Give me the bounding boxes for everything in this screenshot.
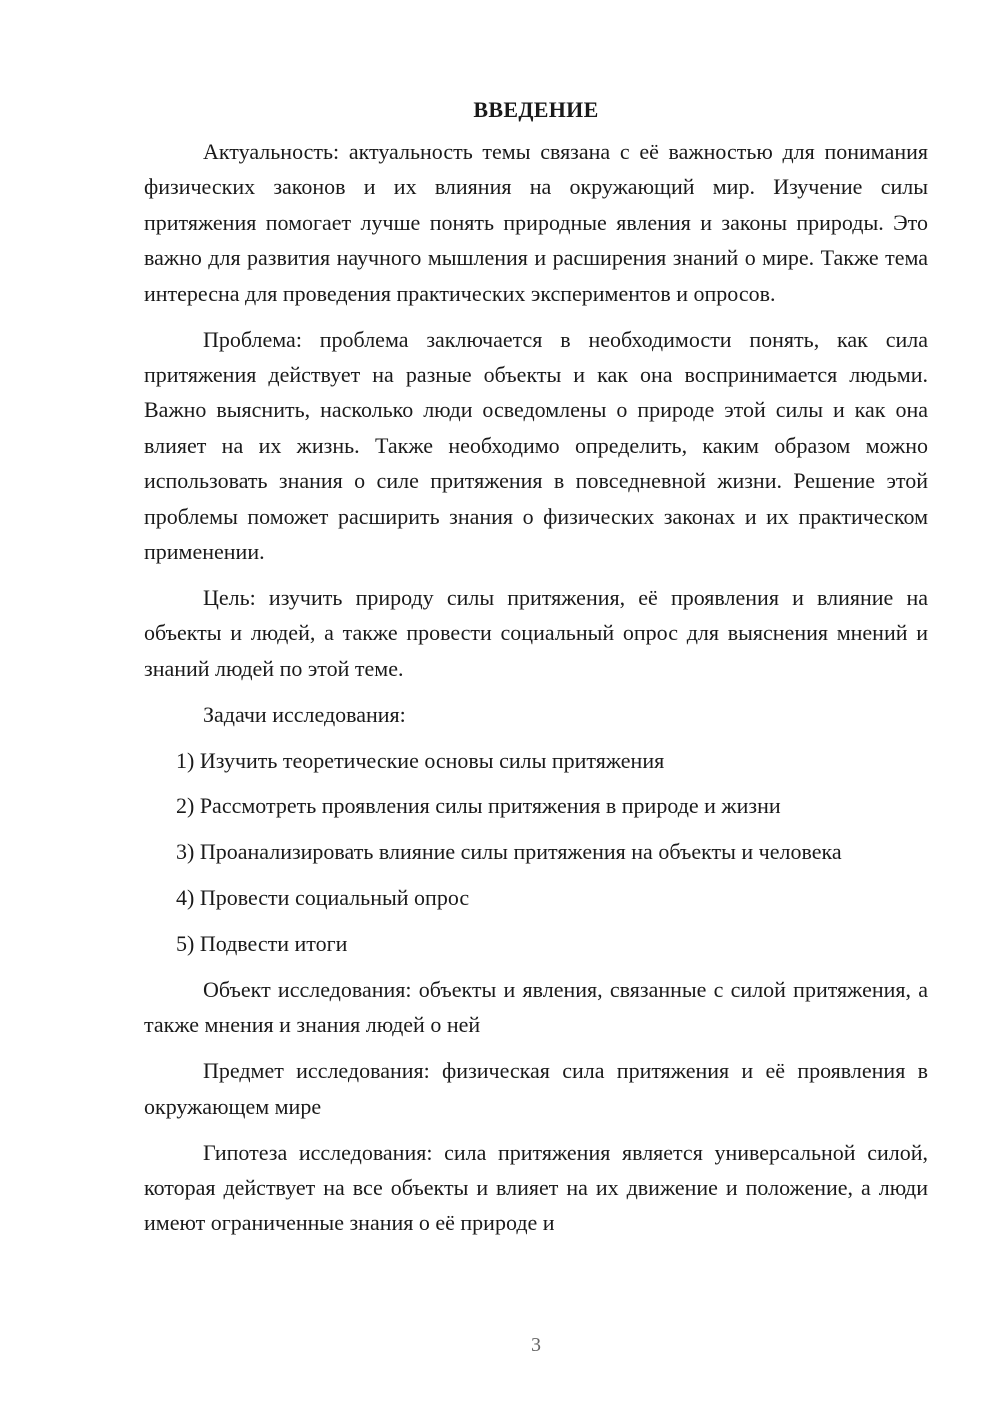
task-item-5: 5) Подвести итоги (176, 931, 348, 957)
paragraph-goal: Цель: изучить природу силы притяжения, её проявления и влияние на объекты и людей, а также провести социальный опрос для выяснения мнений и знаний людей по этой теме. (144, 584, 928, 681)
paragraph-subject: Предмет исследования: физическая сила притяжения и её проявления в окружающем мире (144, 1058, 928, 1119)
task-item-4: 4) Провести социальный опрос (176, 885, 470, 911)
page-number: 3 (531, 1334, 541, 1356)
paragraph-object: Объект исследования: объекты и явления, связанные с силой притяжения, а также мнения и знания людей о ней (144, 977, 928, 1038)
paragraph-problem: Проблема: проблема заключается в необходимости понять, как сила притяжения действует на разные объекты и как она воспринимается людьми. Важно выяснить, насколько люди осведомлены о природе этой силы и как она влияет на их жизнь. Также необходимо определить, каким образом можно использовать знания о силе притяжения в повседневной жизни. Решение этой проблемы поможет расширить знания о физических законах и их практическом применении. (144, 326, 928, 564)
task-item-3: 3) Проанализировать влияние силы притяжения на объекты и человека (176, 839, 842, 865)
paragraph-relevance: Актуальность: актуальность темы связана с её важностью для понимания физических законов и их влияния на окружающий мир. Изучение силы притяжения помогает лучше понять природные явления и законы природы. Это важно для развития научного мышления и расширения знаний о мире. Также тема интересна для проведения практических экспериментов и опросов. (144, 139, 928, 306)
paragraph-hypothesis: Гипотеза исследования: сила притяжения является универсальной силой, которая действует на все объекты и влияет на их движение и положение, а люди имеют ограниченные знания о её природе и (144, 1139, 928, 1236)
task-item-2: 2) Рассмотреть проявления силы притяжения в природе и жизни (176, 793, 781, 819)
document-page (144, 94, 928, 1251)
paragraph-tasks-intro: Задачи исследования: (203, 701, 406, 727)
task-item-1: 1) Изучить теоретические основы силы притяжения (176, 747, 665, 773)
section-heading: ВВЕДЕНИЕ (473, 97, 599, 122)
